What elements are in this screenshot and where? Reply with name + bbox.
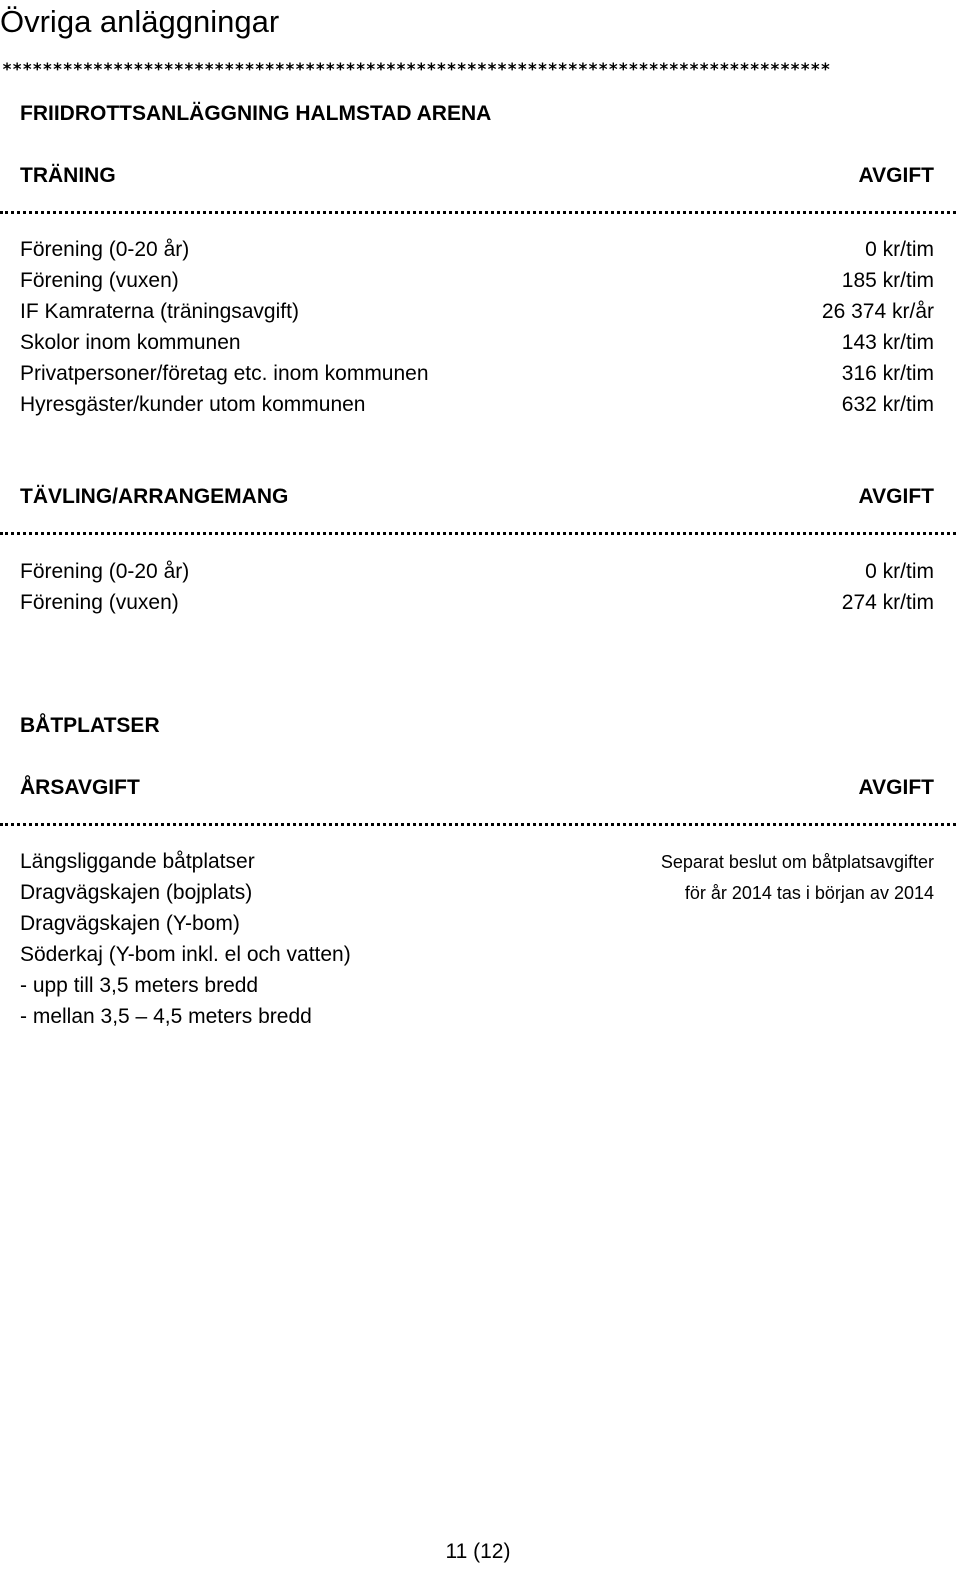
- fee-value: 0 kr/tim: [865, 560, 934, 583]
- list-item: Privatpersoner/företag etc. inom kommunen: [20, 362, 429, 385]
- competition-fee-heading: AVGIFT: [858, 485, 934, 508]
- note-line: för år 2014 tas i början av 2014: [684, 883, 934, 903]
- list-item: Längsliggande båtplatser: [20, 850, 255, 873]
- training-dotted-divider: [0, 211, 956, 214]
- list-item: Dragvägskajen (bojplats): [20, 881, 253, 904]
- training-fee-heading: AVGIFT: [858, 164, 934, 187]
- list-item: Förening (vuxen): [20, 591, 179, 614]
- fee-value: 316 kr/tim: [841, 362, 934, 385]
- boats-label-list: [20, 846, 351, 1032]
- list-item: Dragvägskajen (Y-bom): [20, 912, 240, 935]
- boats-fee-heading: AVGIFT: [858, 776, 934, 799]
- list-item: Förening (vuxen): [20, 269, 179, 292]
- list-item: - upp till 3,5 meters bredd: [20, 974, 259, 997]
- list-item: Förening (0-20 år): [20, 560, 190, 583]
- competition-label-list: [20, 556, 189, 618]
- list-item: Förening (0-20 år): [20, 238, 190, 261]
- training-label-list: [20, 234, 429, 420]
- fee-value: 274 kr/tim: [841, 591, 934, 614]
- fee-value: 0 kr/tim: [865, 238, 934, 261]
- list-item: IF Kamraterna (träningsavgift): [20, 300, 299, 323]
- fee-value: 185 kr/tim: [841, 269, 934, 292]
- page-title: Övriga anläggningar: [0, 4, 280, 39]
- list-item: Hyresgäster/kunder utom kommunen: [20, 393, 366, 416]
- training-heading: TRÄNING: [20, 164, 116, 187]
- fee-value: 26 374 kr/år: [821, 300, 934, 323]
- list-item: - mellan 3,5 – 4,5 meters bredd: [20, 1005, 312, 1028]
- competition-dotted-divider: [0, 532, 956, 535]
- boats-annual-fee-heading: ÅRSAVGIFT: [20, 776, 140, 799]
- competition-heading: TÄVLING/ARRANGEMANG: [20, 485, 289, 508]
- boats-fee-note: [661, 847, 934, 909]
- list-item: Skolor inom kommunen: [20, 331, 241, 354]
- arena-heading: FRIIDROTTSANLÄGGNING HALMSTAD ARENA: [20, 102, 492, 125]
- training-fee-list: [822, 234, 934, 420]
- fee-value: 143 kr/tim: [841, 331, 934, 354]
- list-item: Söderkaj (Y-bom inkl. el och vatten): [20, 943, 351, 966]
- note-line: Separat beslut om båtplatsavgifter: [660, 852, 934, 872]
- page-number: 11 (12): [445, 1540, 511, 1563]
- boats-heading: BÅTPLATSER: [20, 714, 160, 737]
- fee-value: 632 kr/tim: [841, 393, 934, 416]
- boats-dotted-divider: [0, 823, 956, 826]
- star-separator: **********************************************************************************: [2, 59, 831, 79]
- competition-fee-list: [842, 556, 934, 618]
